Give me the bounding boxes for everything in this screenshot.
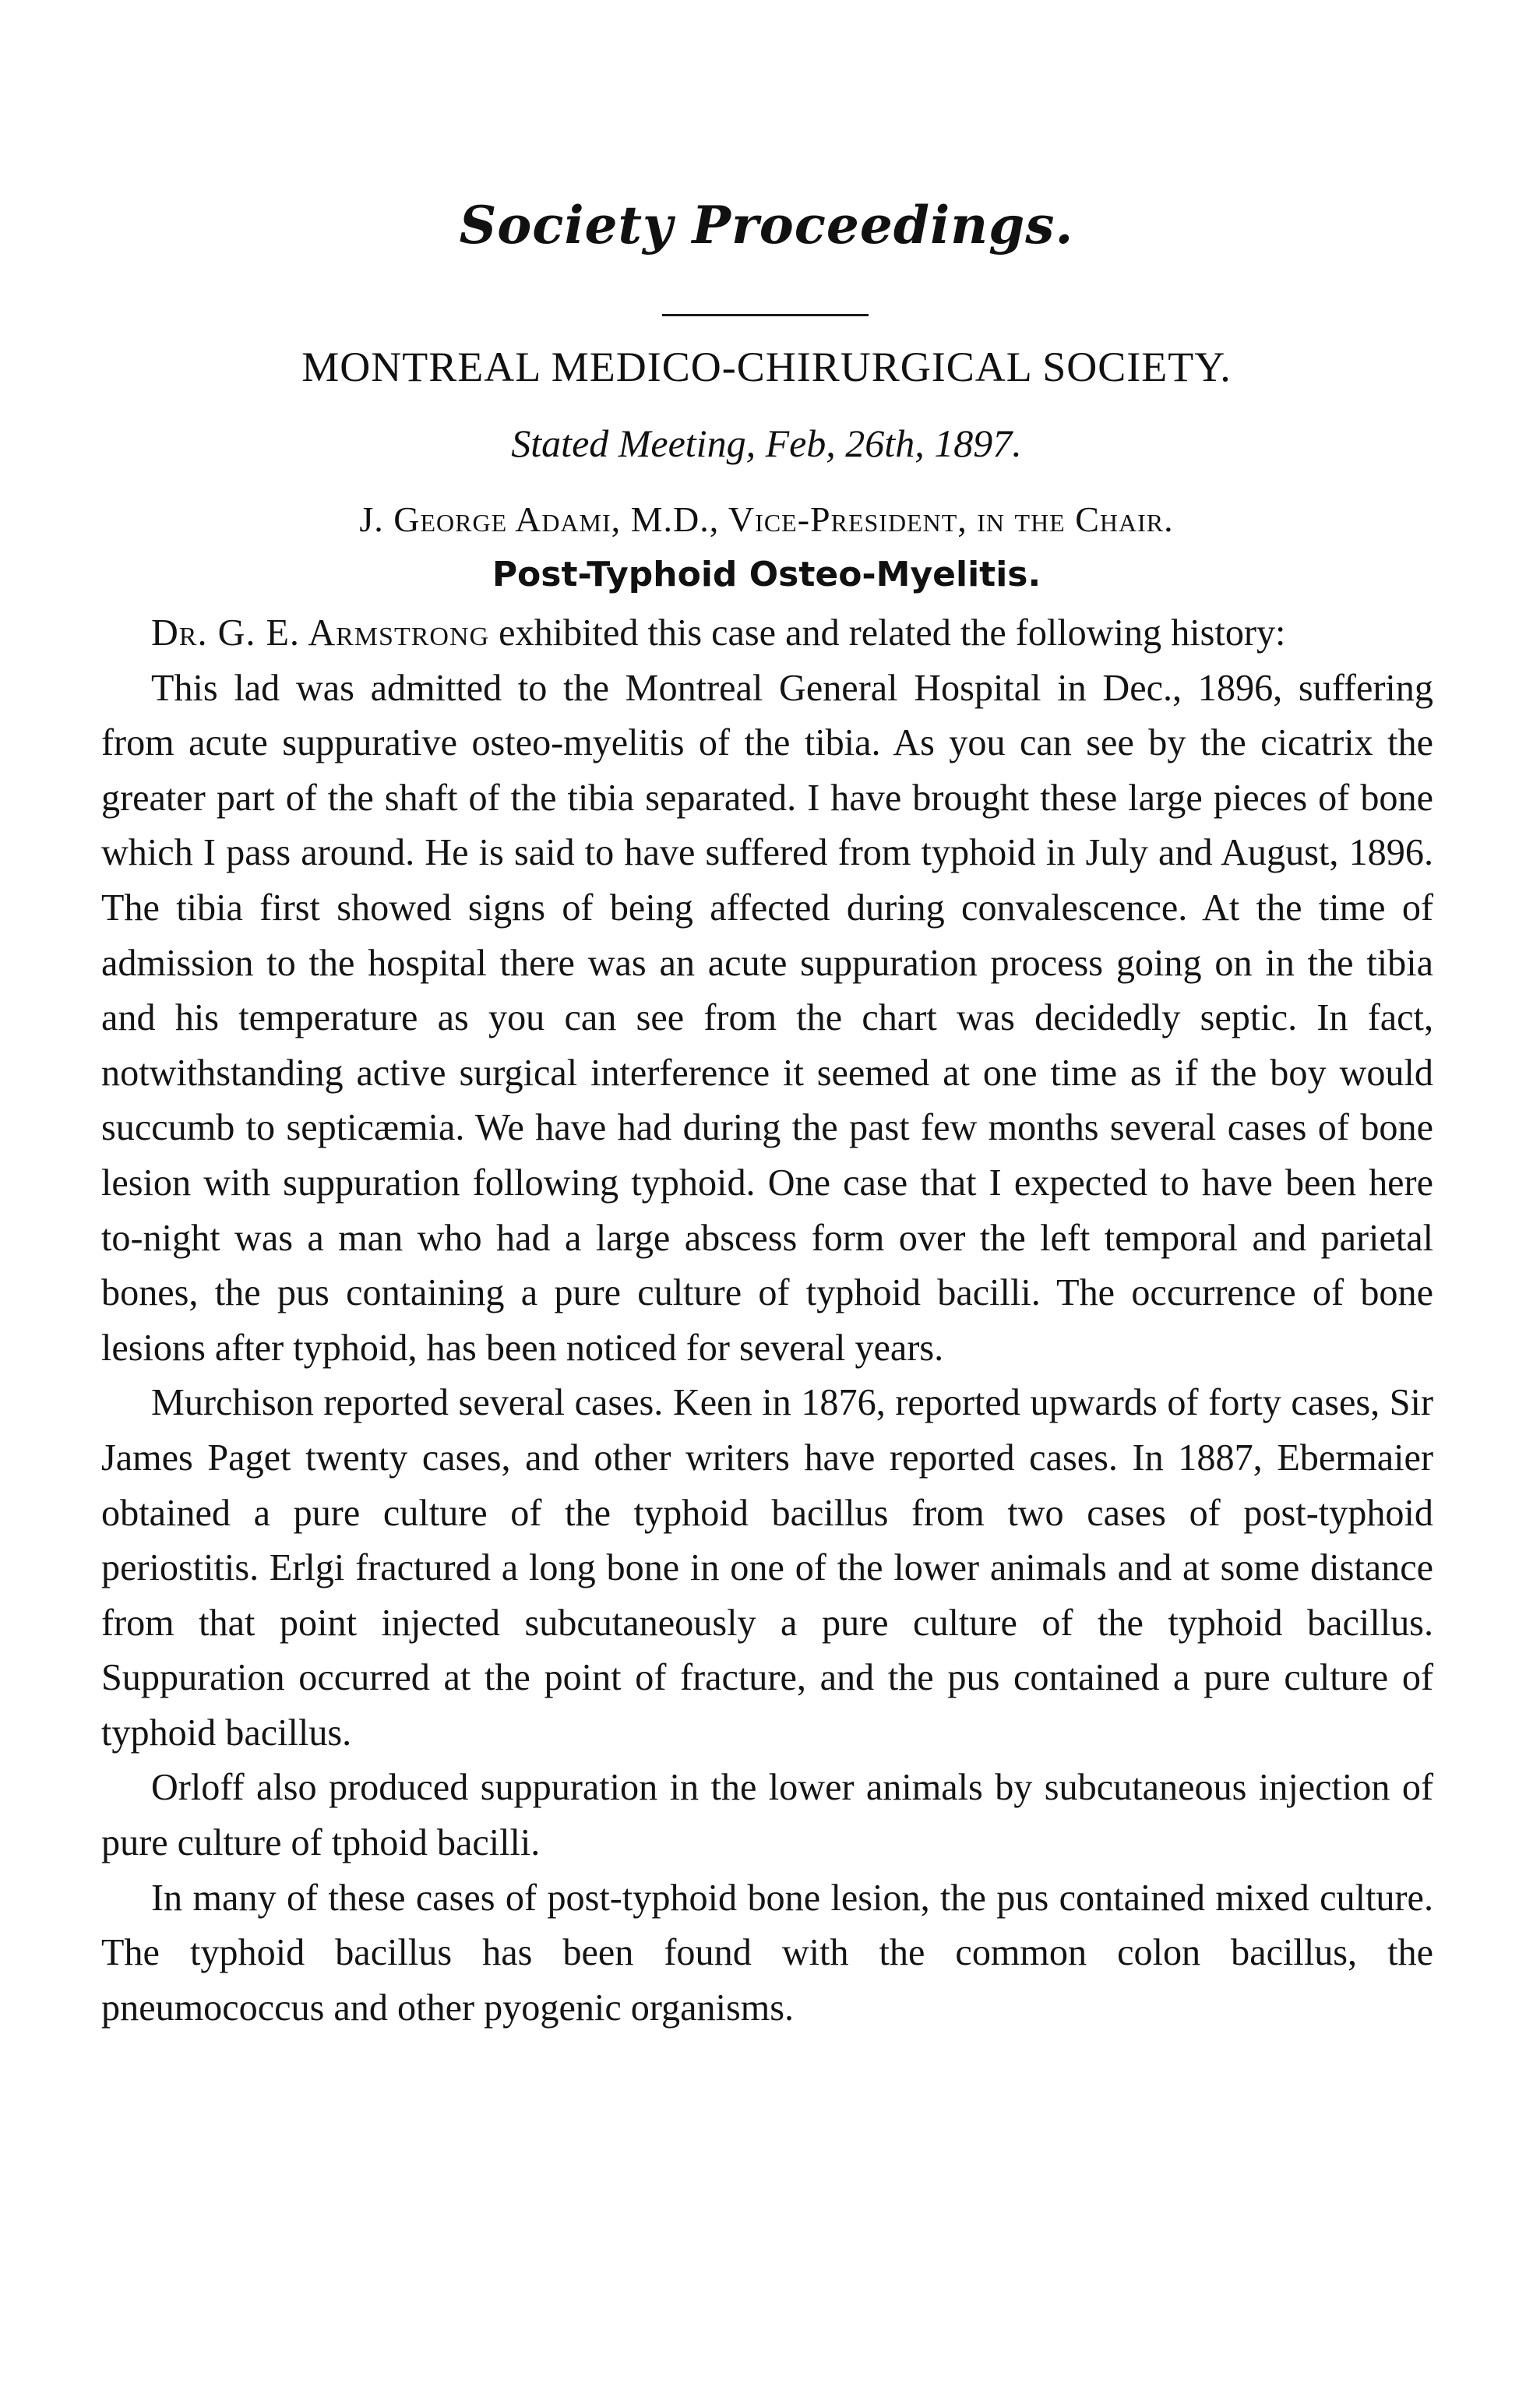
section-heading-society-proceedings: Society Proceedings. xyxy=(459,195,1074,256)
paragraph-3: Murchison reported several cases. Keen in 1876, reported upwards of forty cases, Sir James Paget twenty cases, and other writers have reported cases. In 1887, Ebermaier obtained a pure culture of the typhoid bacillus from two cases of post-typhoid periostitis. Erlgi fractured a long bone in one of the lower animals and at some distance from that point injected subcutaneously a pure culture of the typhoid bacillus. Suppuration occurred at the point of fracture, and the pus contained a pure culture of typhoid bacillus. xyxy=(101,1382,1433,1754)
chair-line: J. George Adami, M.D., Vice-President, in the Chair. xyxy=(359,499,1174,539)
paragraph-1-text: exhibited this case and related the following history: xyxy=(489,612,1286,654)
paragraph-5: In many of these cases of post-typhoid bone lesion, the pus contained mixed culture. The typhoid bacillus has been found with the common colon bacillus, the pneumococcus and other pyogenic organisms. xyxy=(101,1877,1433,2029)
society-title: MONTREAL MEDICO-CHIRURGICAL SOCIETY. xyxy=(301,344,1232,390)
paragraph-4: Orloff also produced suppuration in the lower animals by subcutaneous injection of pure culture of tphoid bacilli. xyxy=(101,1767,1433,1864)
heading-divider xyxy=(662,314,869,316)
speaker-name: Dr. G. E. Armstrong xyxy=(151,612,490,654)
paragraph-1 xyxy=(101,606,1433,661)
meeting-date: Stated Meeting, Feb, 26th, 1897. xyxy=(511,421,1022,465)
article-body xyxy=(101,606,1433,2036)
paragraph-2: This lad was admitted to the Montreal General Hospital in Dec., 1896, suffering from acute suppurative osteo-myelitis of the tibia. As you can see by the cicatrix the greater part of the shaft of the tibia separated. I have brought these large pieces of bone which I pass around. He is said to have suffered from typhoid in July and August, 1896. The tibia first showed signs of being affected during convalescence. At the time of admission to the hospital there was an acute suppuration process going on in the tibia and his temperature as you can see from the chart was decidedly septic. In fact, notwithstanding active surgical interference it seemed at one time as if the boy would succumb to septicæmia. We have had during the past few months several cases of bone lesion with suppuration following typhoid. One case that I expected to have been here to-night was a man who had a large abscess form over the left temporal and parietal bones, the pus containing a pure culture of typhoid bacilli. The occurrence of bone lesions after typhoid, has been noticed for several years. xyxy=(101,667,1433,1369)
article-title: Post-Typhoid Osteo-Myelitis. xyxy=(492,555,1041,594)
